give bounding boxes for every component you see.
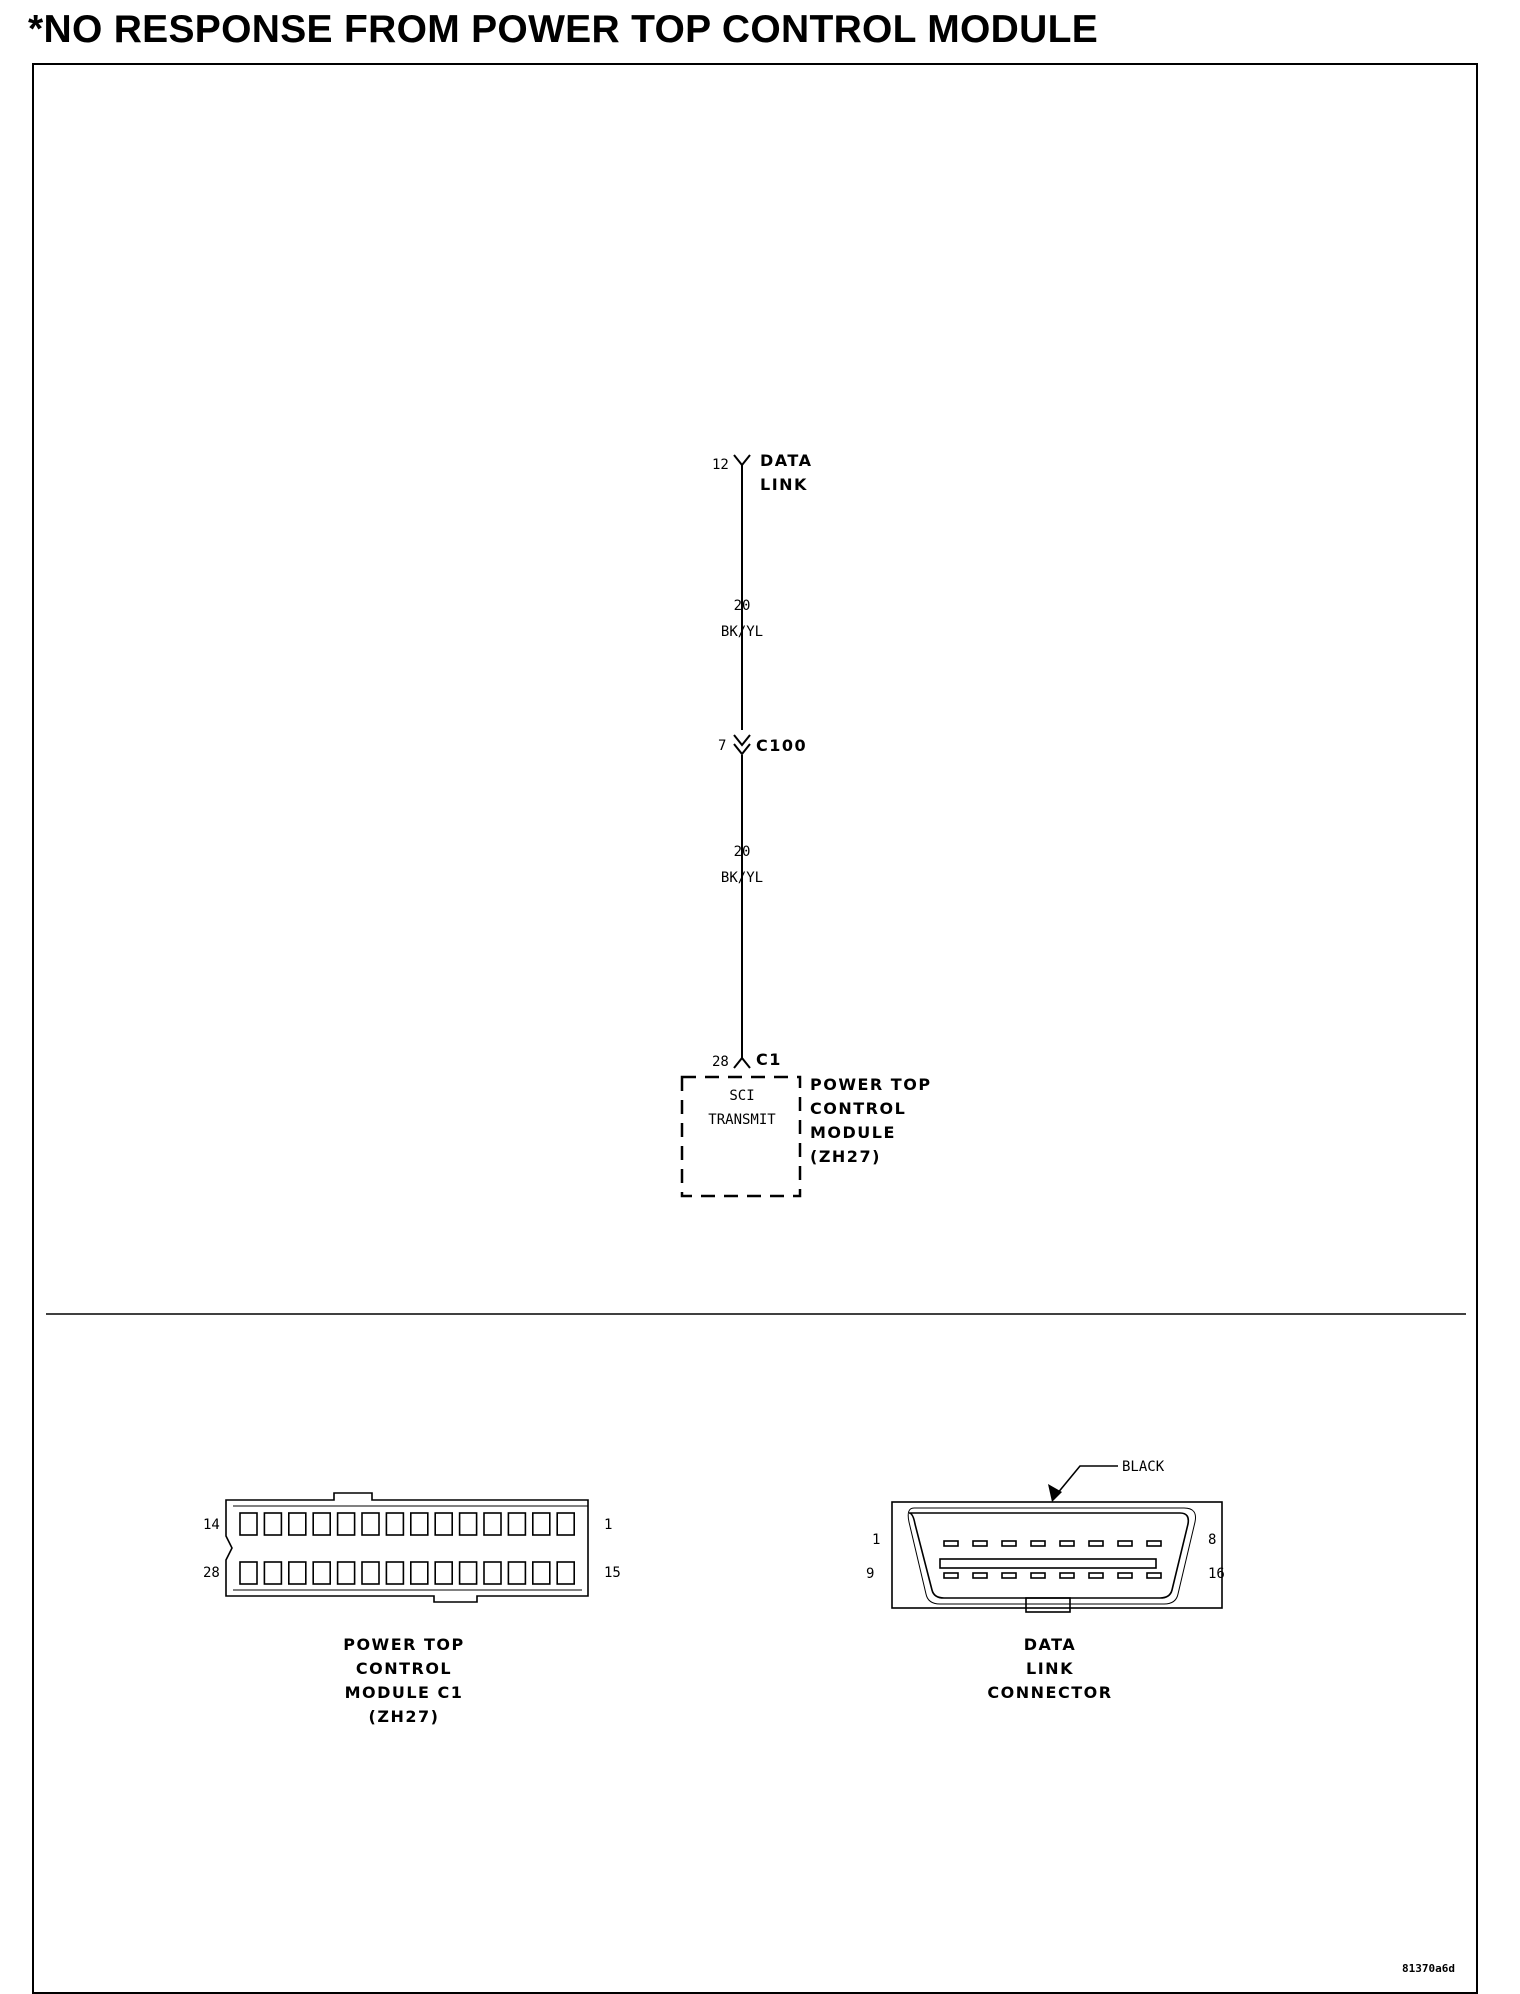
dlc-pin xyxy=(1002,1541,1016,1546)
ptcm-cavity xyxy=(240,1562,257,1584)
dlc-pin xyxy=(1147,1541,1161,1546)
c1-connector-symbol xyxy=(734,1058,750,1068)
module-function-line1: SCI xyxy=(729,1088,755,1104)
wire-upper-gauge: 20 xyxy=(733,598,751,614)
ptcm-cavity xyxy=(533,1562,550,1584)
dlc-pin xyxy=(944,1573,958,1578)
ptcm-cavity xyxy=(289,1513,306,1535)
ptcm-cavity xyxy=(240,1513,257,1535)
figure-id: 81370a6d xyxy=(1402,1962,1455,1975)
ptcm-caption-line2: CONTROL xyxy=(355,1659,453,1678)
c100-connector-symbol xyxy=(734,735,750,754)
ptcm-cavity xyxy=(508,1562,525,1584)
ptcm-cavity xyxy=(435,1513,452,1535)
ptcm-pin-1-label: 1 xyxy=(604,1517,613,1533)
ptcm-cavity xyxy=(411,1562,428,1584)
dlc-caption-line1: DATA xyxy=(1023,1635,1077,1654)
c100-label: C100 xyxy=(756,736,808,755)
ptcm-cavity xyxy=(362,1513,379,1535)
dlc-pin xyxy=(1031,1573,1045,1578)
ptcm-cavity xyxy=(557,1562,574,1584)
module-name-line4: (ZH27) xyxy=(810,1147,881,1166)
ptcm-caption-line1: POWER TOP xyxy=(343,1635,465,1654)
data-link-connector-view xyxy=(892,1466,1222,1612)
ptcm-cavity xyxy=(484,1513,501,1535)
ptcm-cavity xyxy=(289,1562,306,1584)
module-name-line3: MODULE xyxy=(810,1123,896,1142)
c1-label: C1 xyxy=(756,1050,782,1069)
c100-pin-number: 7 xyxy=(718,738,727,754)
dlc-caption-line2: LINK xyxy=(1026,1659,1074,1678)
data-link-label-line1: DATA xyxy=(760,451,813,470)
ptcm-c1-connector-view xyxy=(226,1493,588,1602)
dlc-pin xyxy=(973,1541,987,1546)
dlc-pin xyxy=(973,1573,987,1578)
ptcm-cavity xyxy=(313,1513,330,1535)
wire-upper-color: BK/YL xyxy=(720,624,764,640)
ptcm-cavity xyxy=(508,1513,525,1535)
ptcm-cavity xyxy=(362,1562,379,1584)
ptcm-cavity xyxy=(264,1562,281,1584)
ptcm-pin-28-label: 28 xyxy=(203,1565,220,1581)
ptcm-cavity xyxy=(484,1562,501,1584)
data-link-connector-symbol xyxy=(734,455,750,465)
dlc-pin xyxy=(1118,1541,1132,1546)
c1-pin-number: 28 xyxy=(712,1054,729,1070)
ptcm-pin-15-label: 15 xyxy=(604,1565,621,1581)
page-title: *NO RESPONSE FROM POWER TOP CONTROL MODULE xyxy=(28,8,1099,51)
ptcm-cavity xyxy=(557,1513,574,1535)
dlc-pin xyxy=(1089,1541,1103,1546)
ptcm-pin-14-label: 14 xyxy=(203,1517,220,1533)
ptcm-cavity xyxy=(313,1562,330,1584)
dlc-pin-16-label: 16 xyxy=(1208,1566,1225,1582)
ptcm-cavity xyxy=(338,1513,355,1535)
black-callout-arrowhead xyxy=(1048,1484,1062,1502)
data-link-label-line2: LINK xyxy=(760,475,808,494)
dlc-color-callout: BLACK xyxy=(1122,1459,1165,1475)
module-function-line2: TRANSMIT xyxy=(708,1112,776,1128)
ptcm-cavity xyxy=(338,1562,355,1584)
module-name-line1: POWER TOP xyxy=(810,1075,932,1094)
ptcm-cavity xyxy=(264,1513,281,1535)
ptcm-cavity xyxy=(386,1562,403,1584)
wire-lower-color: BK/YL xyxy=(720,870,764,886)
dlc-pin xyxy=(1147,1573,1161,1578)
data-link-pin-number: 12 xyxy=(712,457,729,473)
wire-lower-gauge: 20 xyxy=(733,844,751,860)
dlc-pin xyxy=(1060,1541,1074,1546)
ptcm-cavity xyxy=(533,1513,550,1535)
module-name-line2: CONTROL xyxy=(810,1099,907,1118)
dlc-pin-8-label: 8 xyxy=(1208,1532,1217,1548)
ptcm-cavity xyxy=(460,1562,477,1584)
ptcm-cavity xyxy=(435,1562,452,1584)
dlc-pin-1-label: 1 xyxy=(872,1532,881,1548)
ptcm-cavity xyxy=(460,1513,477,1535)
dlc-pin xyxy=(944,1541,958,1546)
ptcm-cavity xyxy=(386,1513,403,1535)
dlc-caption-line3: CONNECTOR xyxy=(987,1683,1113,1702)
ptcm-caption-line3: MODULE C1 xyxy=(344,1683,464,1702)
dlc-pin-9-label: 9 xyxy=(866,1566,875,1582)
ptcm-caption-line4: (ZH27) xyxy=(368,1707,440,1726)
dlc-pin xyxy=(1002,1573,1016,1578)
dlc-pin xyxy=(1031,1541,1045,1546)
ptcm-cavity xyxy=(411,1513,428,1535)
dlc-pin xyxy=(1089,1573,1103,1578)
dlc-pin xyxy=(1118,1573,1132,1578)
dlc-pin xyxy=(1060,1573,1074,1578)
